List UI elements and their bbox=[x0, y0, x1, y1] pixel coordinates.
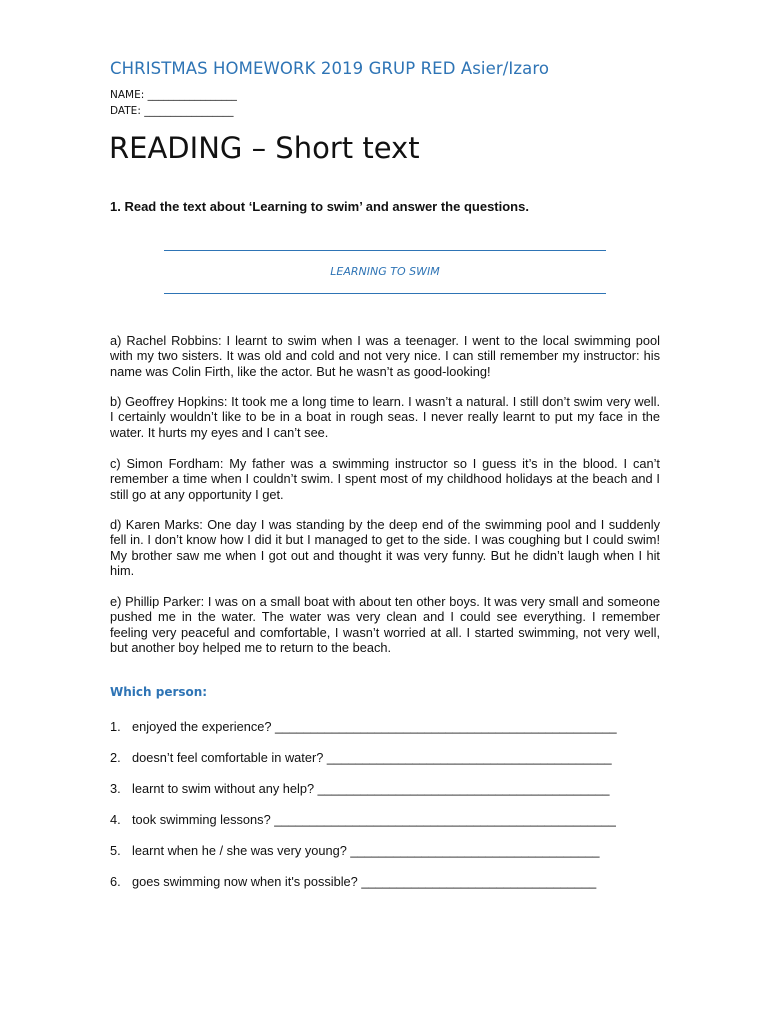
question-text: goes swimming now when it's possible? _________________________________ bbox=[132, 874, 597, 889]
question-3 bbox=[110, 781, 670, 796]
paragraph-c: c) Simon Fordham: My father was a swimming instructor so I guess it’s in the blood. I can’t remember a time when I couldn’t swim. I spent most of my childhood holidays at the beach and I still go at any opportunity I get. bbox=[110, 456, 660, 502]
name-line: NAME: _________________ bbox=[110, 89, 237, 101]
question-1 bbox=[110, 719, 670, 734]
paragraph-e: e) Phillip Parker: I was on a small boat with about ten other boys. It was very small and someone pushed me in the water. The water was very clean and I could see everything. I remember feeling very peaceful and comfortable, I wasn’t worried at all. I started swimming, not very well, but another boy helped me to return to the beach. bbox=[110, 594, 660, 656]
question-6 bbox=[110, 874, 670, 889]
bottom-divider bbox=[164, 293, 606, 294]
homework-title: CHRISTMAS HOMEWORK 2019 GRUP RED Asier/Izaro bbox=[110, 59, 550, 78]
paragraph-b: b) Geoffrey Hopkins: It took me a long time to learn. I wasn’t a natural. I still don’t swim very well. I certainly wouldn’t like to be in a boat in rough seas. I never really learnt to put my face in the water. It hurts my eyes and I can’t see. bbox=[110, 394, 660, 440]
paragraph-a: a) Rachel Robbins: I learnt to swim when I was a teenager. I went to the local swimming pool with my two sisters. It was old and cold and not very nice. I can still remember my instructor: his name was Colin Firth, like the actor. But he wasn’t as good-looking! bbox=[110, 333, 660, 379]
page-title: READING – Short text bbox=[109, 131, 420, 165]
paragraph-d: d) Karen Marks: One day I was standing by the deep end of the swimming pool and I suddenly fell in. I don’t know how I did it but I managed to get to the side. I was coughing but I could swim! My brother saw me when I got out and thought it was very funny. But he didn’t laugh when I hit him. bbox=[110, 517, 660, 579]
question-text: doesn’t feel comfortable in water? ________________________________________ bbox=[132, 750, 612, 765]
question-number: 4. bbox=[110, 812, 121, 827]
which-person-heading: Which person: bbox=[110, 685, 208, 699]
question-number: 6. bbox=[110, 874, 121, 889]
text-title: LEARNING TO SWIM bbox=[330, 265, 440, 278]
question-number: 2. bbox=[110, 750, 121, 765]
question-number: 1. bbox=[110, 719, 121, 734]
question-number: 5. bbox=[110, 843, 121, 858]
question-text: took swimming lessons? ________________________________________________ bbox=[132, 812, 616, 827]
question-4 bbox=[110, 812, 670, 827]
question-text: learnt to swim without any help? _________________________________________ bbox=[132, 781, 610, 796]
question-text: enjoyed the experience? ________________________________________________ bbox=[132, 719, 617, 734]
question-text: learnt when he / she was very young? ___________________________________ bbox=[132, 843, 600, 858]
top-divider bbox=[164, 250, 606, 251]
question-number: 3. bbox=[110, 781, 121, 796]
question-5 bbox=[110, 843, 670, 858]
question-2 bbox=[110, 750, 670, 765]
exercise-instruction: 1. Read the text about ‘Learning to swim’ and answer the questions. bbox=[110, 199, 529, 214]
date-line: DATE: _________________ bbox=[110, 105, 234, 117]
